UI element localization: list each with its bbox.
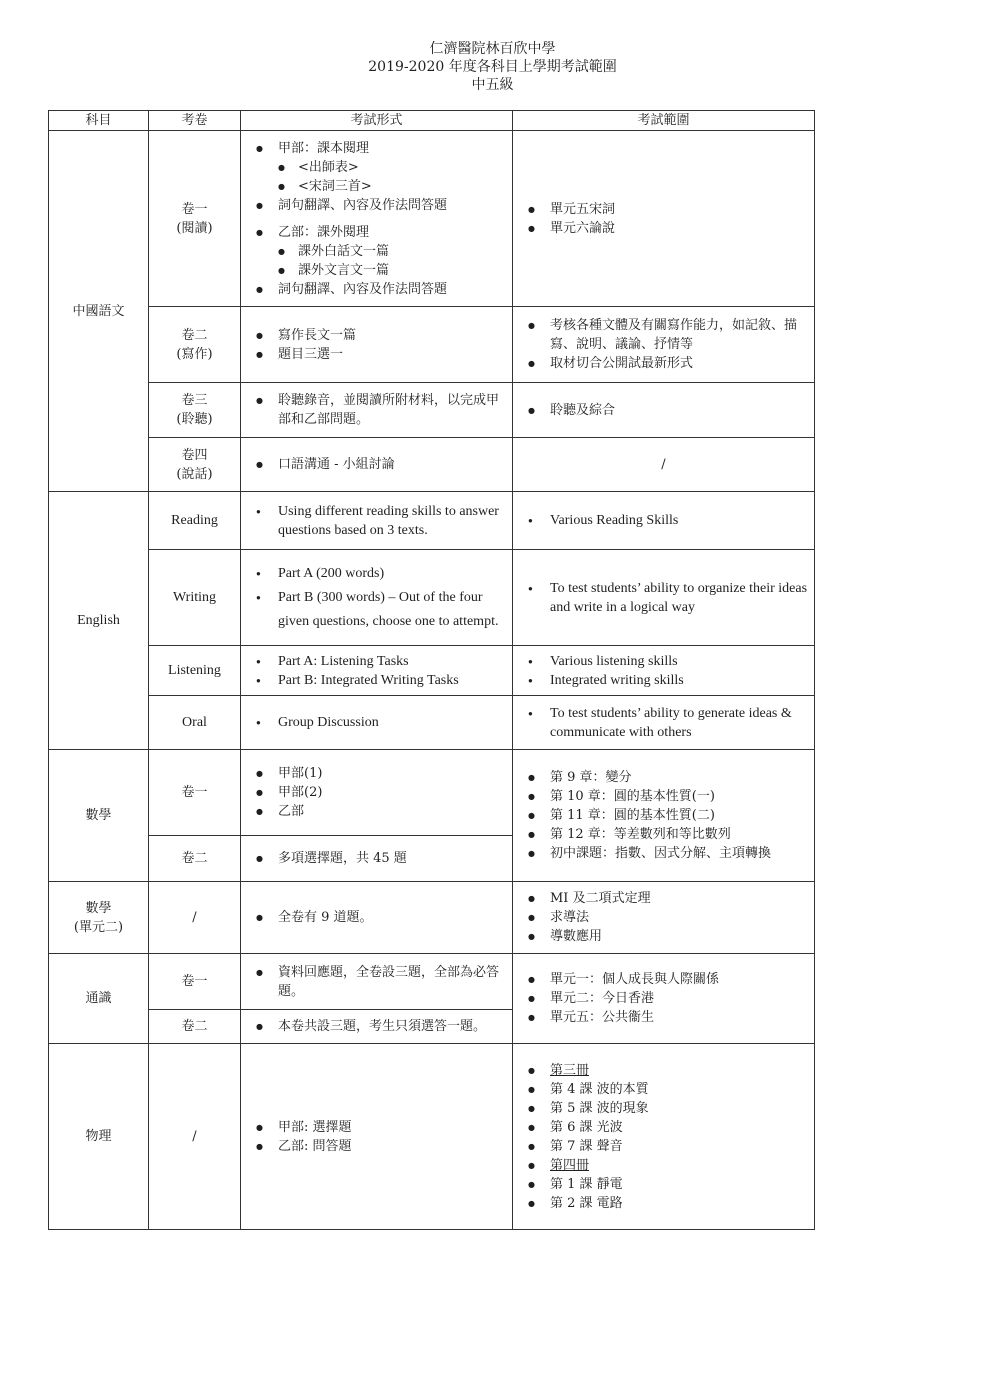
subject-sub: (單元二)	[73, 919, 124, 935]
subject-name: 數學	[85, 900, 112, 916]
list-item: ● 單元二：今日香港	[528, 989, 809, 1008]
exam-scope-table	[48, 110, 815, 1230]
paper-cell	[149, 438, 241, 492]
book-heading: 第四冊	[550, 1157, 590, 1173]
list-item: ● 單元一：個人成長與人際關係	[528, 970, 809, 989]
scope-cell	[513, 646, 815, 696]
format-cell	[241, 836, 513, 882]
scope-cell: /	[513, 438, 815, 492]
format-cell	[241, 131, 513, 307]
list-item: ● 求導法	[528, 908, 809, 927]
table-row	[49, 750, 815, 836]
list-item: ● 全卷有 9 道題。	[256, 908, 507, 927]
table-row	[49, 383, 815, 438]
scope-cell	[513, 750, 815, 882]
list-item: ● 題目三選一	[256, 345, 507, 364]
list-item: ● 第 11 章：圓的基本性質(二)	[528, 806, 809, 825]
list-item: ● <宋詞三首>	[256, 177, 507, 196]
col-header-paper: 考卷	[149, 111, 241, 131]
subject-english: English	[49, 492, 149, 750]
list-item: ● <出師表>	[256, 158, 507, 177]
format-cell	[241, 492, 513, 550]
list-item: ● 單元五：公共衞生	[528, 1008, 809, 1027]
paper-name: 卷四	[181, 447, 208, 463]
list-item: ● 初中課題：指數、因式分解、主項轉換	[528, 844, 809, 863]
list-item: ● 寫作長文一篇	[256, 326, 507, 345]
list-item: ● 乙部：課外閱理	[256, 223, 507, 242]
list-item: ● 第 4 課 波的本質	[528, 1080, 809, 1099]
format-cell	[241, 646, 513, 696]
list-item: ● 單元五宋詞	[528, 200, 809, 219]
paper-name: 卷二	[181, 327, 208, 343]
paper-name: 卷二	[149, 1010, 241, 1044]
list-item: ● 第 7 課 聲音	[528, 1137, 809, 1156]
col-header-scope: 考試範圍	[513, 111, 815, 131]
table-row	[49, 646, 815, 696]
paper-name: Listening	[149, 646, 241, 696]
col-header-subject: 科目	[49, 111, 149, 131]
list-item: ● Part B: Integrated Writing Tasks	[256, 671, 507, 690]
list-item: ● 口語溝通 - 小組討論	[256, 455, 507, 474]
scope-cell	[513, 882, 815, 954]
list-item: ● 第 2 課 電路	[528, 1194, 809, 1213]
scope-cell	[513, 954, 815, 1044]
list-item	[528, 1061, 809, 1080]
subject-ls: 通識	[49, 954, 149, 1044]
list-item: ● Part A: Listening Tasks	[256, 652, 507, 671]
scope-cell	[513, 1044, 815, 1230]
list-item: ● Various listening skills	[528, 652, 809, 671]
subject-math: 數學	[49, 750, 149, 882]
table-row	[49, 882, 815, 954]
list-item: ● 第 1 課 靜電	[528, 1175, 809, 1194]
scope-cell	[513, 550, 815, 646]
col-header-format: 考試形式	[241, 111, 513, 131]
paper-name: 卷一	[181, 201, 208, 217]
list-item: ● 第 10 章：圓的基本性質(一)	[528, 787, 809, 806]
list-item: ● 聆聽錄音，並閱讀所附材料，以完成甲部和乙部問題。	[256, 391, 507, 429]
paper-name: /	[149, 882, 241, 954]
format-cell	[241, 882, 513, 954]
format-cell	[241, 383, 513, 438]
list-item: ● 資料回應題，全卷設三題，全部為必答題。	[256, 963, 507, 1001]
list-item: ● 乙部: 問答題	[256, 1137, 507, 1156]
table-row	[49, 550, 815, 646]
subject-math-m2	[49, 882, 149, 954]
table-row	[49, 954, 815, 1010]
list-item: ● 甲部: 選擇題	[256, 1118, 507, 1137]
list-item: ● To test students’ ability to organize their ideas and write in a logical way	[528, 579, 809, 617]
paper-cell	[149, 307, 241, 383]
list-item: ● 乙部	[256, 802, 507, 821]
table-header-row	[49, 111, 815, 131]
paper-sub: (聆聽)	[176, 412, 213, 427]
list-item	[528, 1156, 809, 1175]
paper-name: Reading	[149, 492, 241, 550]
paper-name: 卷三	[181, 393, 208, 408]
list-item: ● 考核各種文體及有關寫作能力，如記敘、描寫、說明、議論、抒情等	[528, 316, 809, 354]
list-item: ● 課外文言文一篇	[256, 261, 507, 280]
list-item: ● Group Discussion	[256, 713, 507, 732]
format-cell	[241, 1044, 513, 1230]
paper-name: /	[149, 1044, 241, 1230]
scope-cell	[513, 696, 815, 750]
table-row	[49, 307, 815, 383]
list-item: ● 本卷共設三題，考生只須選答一題。	[256, 1017, 507, 1036]
list-item: ● 第 6 課 光波	[528, 1118, 809, 1137]
format-cell	[241, 954, 513, 1010]
scope-cell	[513, 131, 815, 307]
list-item: ● 第 9 章：變分	[528, 768, 809, 787]
list-item: ● 詞句翻譯、內容及作法問答題	[256, 280, 507, 299]
list-item: ● To test students’ ability to generate ideas & communicate with others	[528, 704, 809, 742]
table-row	[49, 492, 815, 550]
list-item: ● MI 及二項式定理	[528, 889, 809, 908]
subject-chinese: 中國語文	[49, 131, 149, 492]
format-cell	[241, 438, 513, 492]
paper-sub: (閱讀)	[176, 220, 213, 236]
format-cell	[241, 307, 513, 383]
paper-cell	[149, 383, 241, 438]
format-cell	[241, 696, 513, 750]
list-item: ● 第 12 章：等差數列和等比數列	[528, 825, 809, 844]
list-item: ● 第 5 課 波的現象	[528, 1099, 809, 1118]
paper-name: 卷一	[149, 954, 241, 1010]
format-cell	[241, 550, 513, 646]
school-name: 仁濟醫院林百欣中學	[429, 41, 556, 57]
paper-sub: (說話)	[176, 466, 213, 482]
scope-cell	[513, 492, 815, 550]
table-row	[49, 438, 815, 492]
list-item: ● Using different reading skills to answer questions based on 3 texts.	[256, 502, 507, 540]
list-item: ● 詞句翻譯、內容及作法問答題	[256, 196, 507, 215]
paper-name: 卷一	[149, 750, 241, 836]
list-item: ● Integrated writing skills	[528, 671, 809, 690]
grade-label: 中五級	[471, 77, 514, 93]
list-item: ● 甲部：課本閱理	[256, 139, 507, 158]
list-item: ● 單元六論說	[528, 219, 809, 238]
table-row	[49, 131, 815, 307]
list-item: ● 取材切合公開試最新形式	[528, 354, 809, 373]
paper-name: Writing	[149, 550, 241, 646]
list-item: ● 甲部(2)	[256, 783, 507, 802]
list-item: ● 甲部(1)	[256, 764, 507, 783]
list-item: ● 導數應用	[528, 927, 809, 946]
list-item: ● 多項選擇題，共 45 題	[256, 849, 507, 868]
list-item: ● 課外白話文一篇	[256, 242, 507, 261]
paper-name: Oral	[149, 696, 241, 750]
list-item: ● Part A (200 words)	[256, 562, 507, 586]
paper-sub: (寫作)	[176, 346, 213, 362]
scope-cell	[513, 383, 815, 438]
document-title: 2019-2020 年度各科目上學期考試範圍	[368, 59, 617, 75]
book-heading: 第三冊	[550, 1062, 590, 1078]
paper-cell	[149, 131, 241, 307]
scope-cell	[513, 307, 815, 383]
list-item: ● Various Reading Skills	[528, 511, 809, 530]
subject-physics: 物理	[49, 1044, 149, 1230]
list-item: ● Part B (300 words) – Out of the four given questions, choose one to attempt.	[256, 586, 507, 634]
list-item: ● 聆聽及綜合	[528, 401, 809, 420]
format-cell	[241, 750, 513, 836]
format-cell	[241, 1010, 513, 1044]
paper-name: 卷二	[149, 836, 241, 882]
table-row	[49, 696, 815, 750]
table-row	[49, 1044, 815, 1230]
